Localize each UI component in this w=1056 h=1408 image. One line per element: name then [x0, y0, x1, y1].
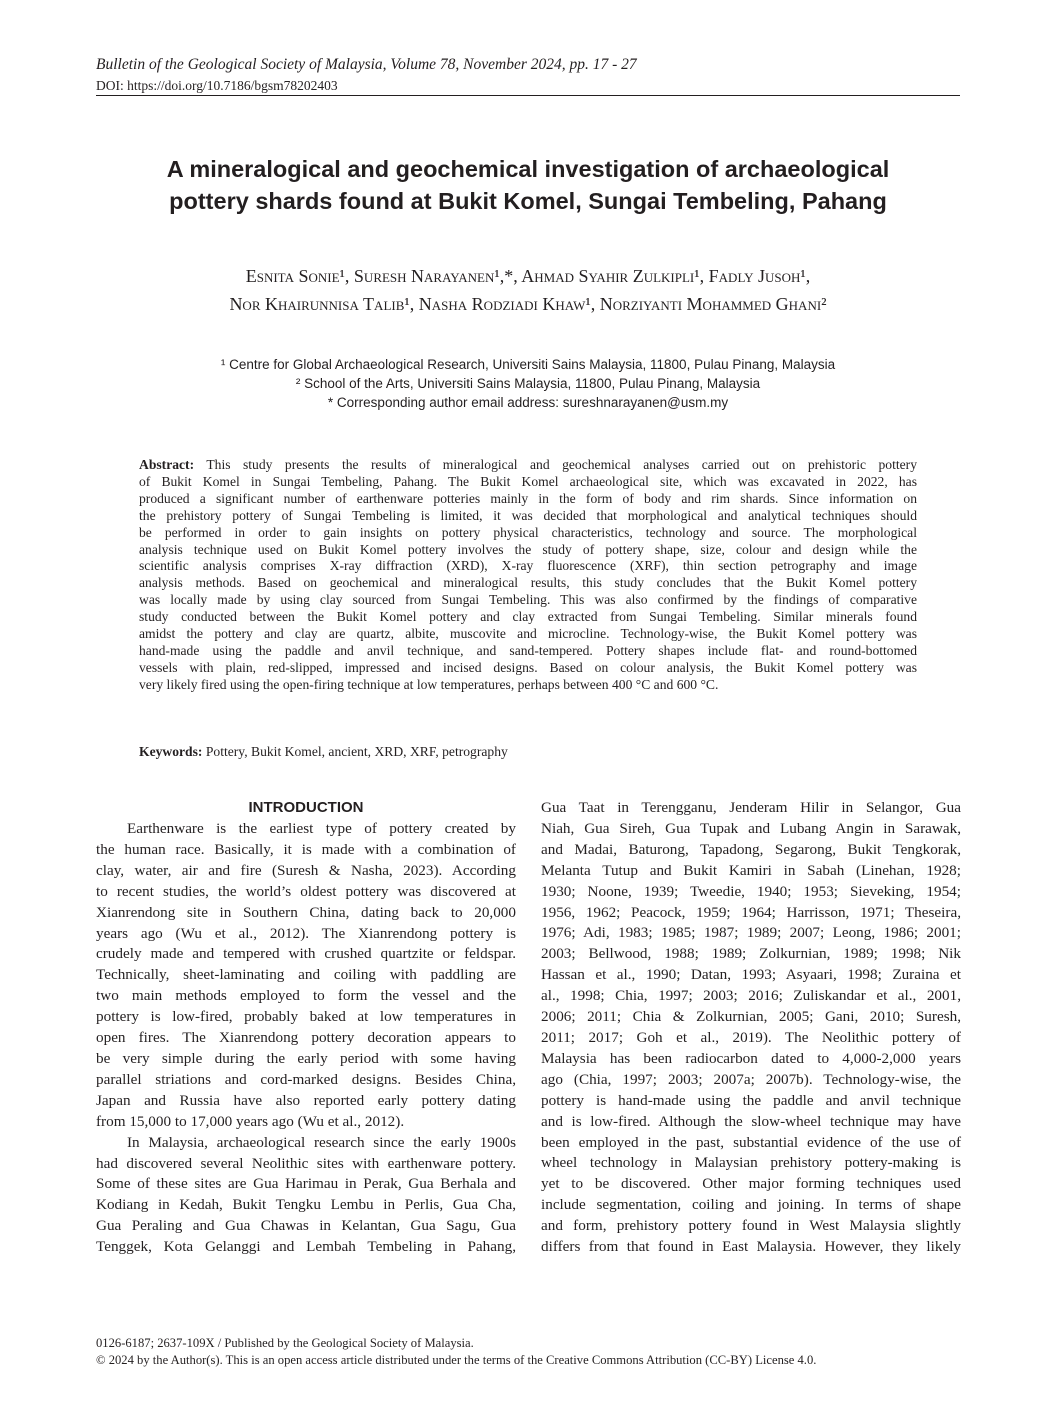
abstract-line: be performed in order to gain insights on pottery physical characteristics, technology and source. The morphological: [139, 524, 917, 540]
body-text-line: differs from that found in East Malaysia. However, they likely: [541, 1238, 961, 1256]
abstract-line: amidst the pottery and clay are quartz, albite, muscovite and microcline. Technology-wise, the Bukit Komel pottery was: [139, 626, 917, 642]
abstract-line: scientific analysis comprises X-ray diffraction (XRD), X-ray fluorescence (XRF), thin section petrography and image: [139, 558, 917, 574]
body-text-line: crudely made and tempered with crushed quartzite or feldspar.: [96, 945, 516, 963]
body-text-line: and is low-fired. Although the slow-wheel technique may have: [541, 1112, 961, 1130]
keywords-text: Pottery, Bukit Komel, ancient, XRD, XRF, petrography: [202, 744, 508, 759]
doi-line: DOI: https://doi.org/10.7186/bgsm78202403: [96, 78, 338, 93]
body-text-line: Some of these sites are Gua Harimau in Perak, Gua Berhala and: [96, 1175, 516, 1193]
abstract-line: vessels with plain, red-slipped, impressed and incised designs. Based on colour analysis, the Bukit Komel pottery was: [139, 659, 917, 675]
body-text-line: pottery is hand-made using the paddle and anvil technique: [541, 1091, 961, 1109]
body-text-line: years ago (Wu et al., 2012). The Xianrendong pottery is: [96, 924, 516, 942]
title-line: A mineralogical and geochemical investigation of archaeological: [166, 156, 890, 182]
journal-citation: Bulletin of the Geological Society of Malaysia, Volume 78, November 2024, pp. 17 - 27: [96, 56, 637, 73]
body-text-line: had discovered several Neolithic sites with earthenware pottery.: [96, 1154, 516, 1172]
abstract-line: [139, 457, 917, 474]
body-text-line: Hassan et al., 1990; Datan, 1993; Asyaari, 1998; Zuraina et: [541, 966, 961, 984]
body-text-line: clay, water, air and fire (Suresh & Nasha, 2023). According: [96, 861, 516, 879]
body-text-line: 1976; Adi, 1983; 1985; 1987; 1989; 2007; Leong, 1986; 2001;: [541, 924, 961, 942]
affiliation-line: ² School of the Arts, Universiti Sains Malaysia, 11800, Pulau Pinang, Malaysia: [295, 376, 761, 391]
body-text-line: 2003; Bellwood, 1988; 1989; Zolkurnian, 1989; 1998; Nik: [541, 945, 961, 963]
body-text-line: parallel striations and cord-marked designs. Besides China,: [96, 1070, 516, 1088]
author-list: [96, 262, 960, 318]
abstract-line: study conducted between the Bukit Komel pottery and clay extracted from Sungai Tembeling. Similar minerals found: [139, 609, 917, 625]
abstract-line: was locally made by using clay sourced from Sungai Tembeling. This was also confirmed by the findings of comparative: [139, 592, 917, 608]
author-line: Esnita Sonie¹, Suresh Narayanen¹,*, Ahmad Syahir Zulkipli¹, Fadly Jusoh¹,: [245, 266, 811, 286]
body-text-line: been employed in the past, substantial evidence of the use of: [541, 1133, 961, 1151]
corresponding-author: * Corresponding author email address: sureshnarayanen@usm.my: [327, 395, 729, 410]
abstract-line: produced a significant number of earthenware potteries mainly in the form of body and rim shards. Since information on: [139, 490, 917, 506]
body-text-line: In Malaysia, archaeological research since the early 1900s: [127, 1133, 516, 1151]
body-text-line: and form, prehistory pottery found in West Malaysia slightly: [541, 1217, 961, 1235]
body-text-line: Technically, sheet-laminating and coiling with paddling are: [96, 966, 516, 984]
footer-issn: 0126-6187; 2637-109X / Published by the Geological Society of Malaysia.: [96, 1336, 474, 1350]
abstract-line: the prehistory pottery of Sungai Tembeling is limited, it was decided that morphological and analytical techniques should: [139, 507, 917, 523]
body-text-line: Melanta Tutup and Bukit Kamiri in Sabah (Linehan, 1928;: [541, 861, 961, 879]
keywords: [139, 744, 508, 760]
body-text-line: from 15,000 to 17,000 years ago (Wu et al., 2012).: [96, 1112, 405, 1130]
body-text-line: ago (Chia, 1997; 2003; 2007a; 2007b). Technology-wise, the: [541, 1070, 961, 1088]
page-footer: [96, 1335, 816, 1369]
abstract-line: hand-made using the paddle and anvil technique, and sand-tempered. Pottery shapes include flat- and round-bottomed: [139, 642, 917, 658]
body-text-line: Tenggek, Kota Gelanggi and Lembah Tembeling in Pahang,: [96, 1238, 516, 1256]
body-text-line: open fires. The Xianrendong pottery decoration appears to: [96, 1029, 516, 1047]
body-text-line: include segmentation, coiling and joining. In terms of shape: [541, 1196, 961, 1214]
abstract-line: analysis methods. Based on geochemical and mineralogical results, this study concludes that the Bukit Komel pottery: [139, 575, 917, 591]
body-text-line: be very simple during the early period with some having: [96, 1049, 516, 1067]
body-text-line: Gua Taat in Terengganu, Jenderam Hilir in Selangor, Gua: [541, 799, 961, 816]
body-text-line: Gua Peraling and Gua Chawas in Kelantan, Gua Sagu, Gua: [96, 1217, 516, 1235]
body-text-line: Japan and Russia have also reported early pottery dating: [96, 1091, 516, 1109]
body-text-line: 2011; 2017; Goh et al., 2019). The Neolithic pottery of: [541, 1028, 961, 1046]
author-line: Nor Khairunnisa Talib¹, Nasha Rodziadi Khaw¹, Norziyanti Mohammed Ghani²: [229, 294, 827, 314]
affiliation-line: ¹ Centre for Global Archaeological Research, Universiti Sains Malaysia, 11800, Pulau Pinang, Malaysia: [220, 357, 836, 372]
section-heading-introduction: INTRODUCTION: [248, 799, 364, 816]
body-text-line: the human race. Basically, it is made with a combination of: [96, 840, 516, 858]
body-text-line: pottery is low-fired, probably baked at low temperatures in: [96, 1008, 516, 1026]
left-column: [96, 798, 516, 1258]
body-text-line: two main methods employed to form the vessel and the: [96, 987, 516, 1005]
abstract-line: analysis technique used on Bukit Komel pottery involves the study of pottery shape, size, colour and design while the: [139, 541, 917, 557]
abstract-text: This study presents the results of mineralogical and geochemical analyses carried out on prehistoric pottery: [194, 457, 917, 472]
body-text-line: yet to be discovered. Other major forming techniques used: [541, 1175, 961, 1193]
right-column: [541, 798, 961, 1258]
body-text-line: and Madai, Baturong, Tapadong, Segarong, Bukit Tengkorak,: [541, 840, 961, 858]
body-text-line: Xianrendong site in Southern China, dating back to 20,000: [96, 903, 516, 921]
affiliations: [96, 355, 960, 412]
footer-license: © 2024 by the Author(s). This is an open access article distributed under the terms of the Creative Commons Attribution (CC-BY) License 4.0.: [96, 1353, 817, 1367]
abstract-label: Abstract:: [139, 457, 195, 472]
abstract: [139, 457, 917, 694]
title-line: pottery shards found at Bukit Komel, Sungai Tembeling, Pahang: [169, 188, 887, 214]
keywords-label: Keywords:: [139, 744, 203, 759]
body-text-line: 1956, 1962; Peacock, 1959; 1964; Harrisson, 1971; Theseira,: [541, 903, 961, 921]
header-divider: [96, 95, 960, 96]
body-text-line: al., 1998; Chia, 1997; 2003; 2016; Zuliskandar et al., 2001,: [541, 987, 961, 1005]
abstract-line: very likely fired using the open-firing technique at low temperatures, perhaps between 400 °C and 600 °C.: [139, 676, 719, 692]
abstract-line: of Bukit Komel in Sungai Tembeling, Pahang. The Bukit Komel archaeological site, which was excavated in 2022, has: [139, 473, 917, 489]
body-text-line: to recent studies, the world’s oldest pottery was discovered at: [96, 882, 516, 900]
body-text-line: Malaysia has been radiocarbon dated to 4,000-2,000 years: [541, 1049, 961, 1067]
body-text-line: Kodiang in Kedah, Bukit Tengku Lembu in Perlis, Gua Cha,: [96, 1196, 516, 1214]
body-text-line: 1930; Noone, 1939; Tweedie, 1940; 1953; Sieveking, 1954;: [541, 882, 961, 900]
body-text-line: wheel technology in Malaysian prehistory pottery-making is: [541, 1154, 961, 1172]
body-text-line: 2006; 2011; Chia & Zolkurnian, 2005; Gani, 2010; Suresh,: [541, 1008, 961, 1026]
body-text-line: Earthenware is the earliest type of pottery created by: [127, 820, 516, 837]
paper-title: [96, 153, 960, 217]
body-text-line: Niah, Gua Sireh, Gua Tupak and Lubang Angin in Sarawak,: [541, 819, 961, 837]
